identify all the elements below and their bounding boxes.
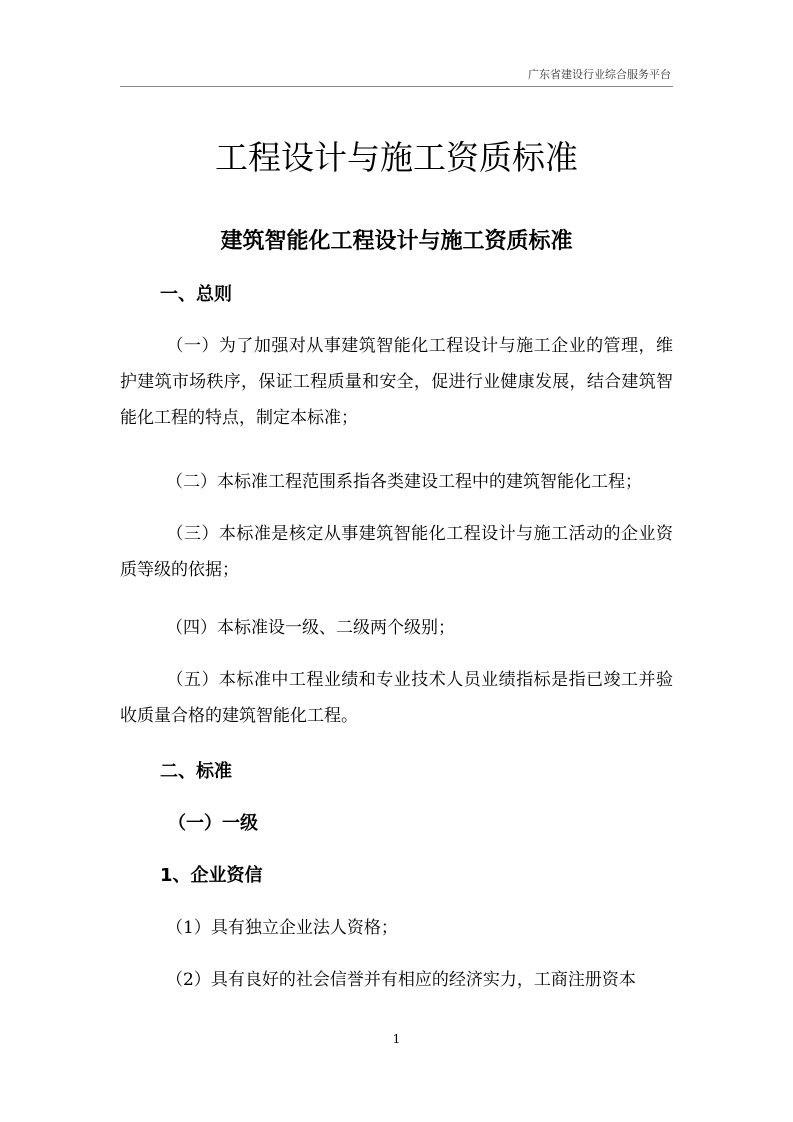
paragraph-text: （三）本标准是核定从事建筑智能化工程设计与施工活动的企业资质等级的依据； xyxy=(120,524,673,580)
subsection-heading-credit: 1、企业资信 xyxy=(160,865,263,886)
paragraph-text: （四）本标准设一级、二级两个级别； xyxy=(166,618,455,638)
paragraph-text: （二）本标准工程范围系指各类建设工程中的建筑智能化工程； xyxy=(166,472,642,492)
paragraph-text: （2）具有良好的社会信誉并有相应的经济实力，工商注册资本 xyxy=(166,970,636,990)
header-source-text: 广东省建设行业综合服务平台 xyxy=(528,68,671,81)
page-number: 1 xyxy=(392,1032,401,1046)
paragraph-text: （1）具有独立企业法人资格； xyxy=(166,918,398,938)
subsection-heading-grade-one: （一）一级 xyxy=(168,813,258,834)
paragraph-general-5 xyxy=(120,662,673,734)
paragraph-credit-2 xyxy=(120,962,673,998)
paragraph-general-4 xyxy=(120,610,673,646)
paragraph-credit-1 xyxy=(120,910,673,946)
document-subtitle: 建筑智能化工程设计与施工资质标准 xyxy=(220,229,573,254)
header-divider xyxy=(120,86,673,87)
paragraph-general-2 xyxy=(120,464,673,500)
document-title: 工程设计与施工资质标准 xyxy=(215,138,578,177)
paragraph-general-3 xyxy=(120,516,673,588)
section-heading-general: 一、总则 xyxy=(160,284,232,305)
paragraph-text: （一）为了加强对从事建筑智能化工程设计与施工企业的管理，维护建筑市场秩序，保证工程质量和安全，促进行业健康发展，结合建筑智能化工程的特点，制定本标准； xyxy=(120,336,673,428)
section-heading-standards: 二、标准 xyxy=(160,761,232,782)
paragraph-general-1 xyxy=(120,328,673,436)
paragraph-text: （五）本标准中工程业绩和专业技术人员业绩指标是指已竣工并验收质量合格的建筑智能化工程。 xyxy=(120,670,673,726)
